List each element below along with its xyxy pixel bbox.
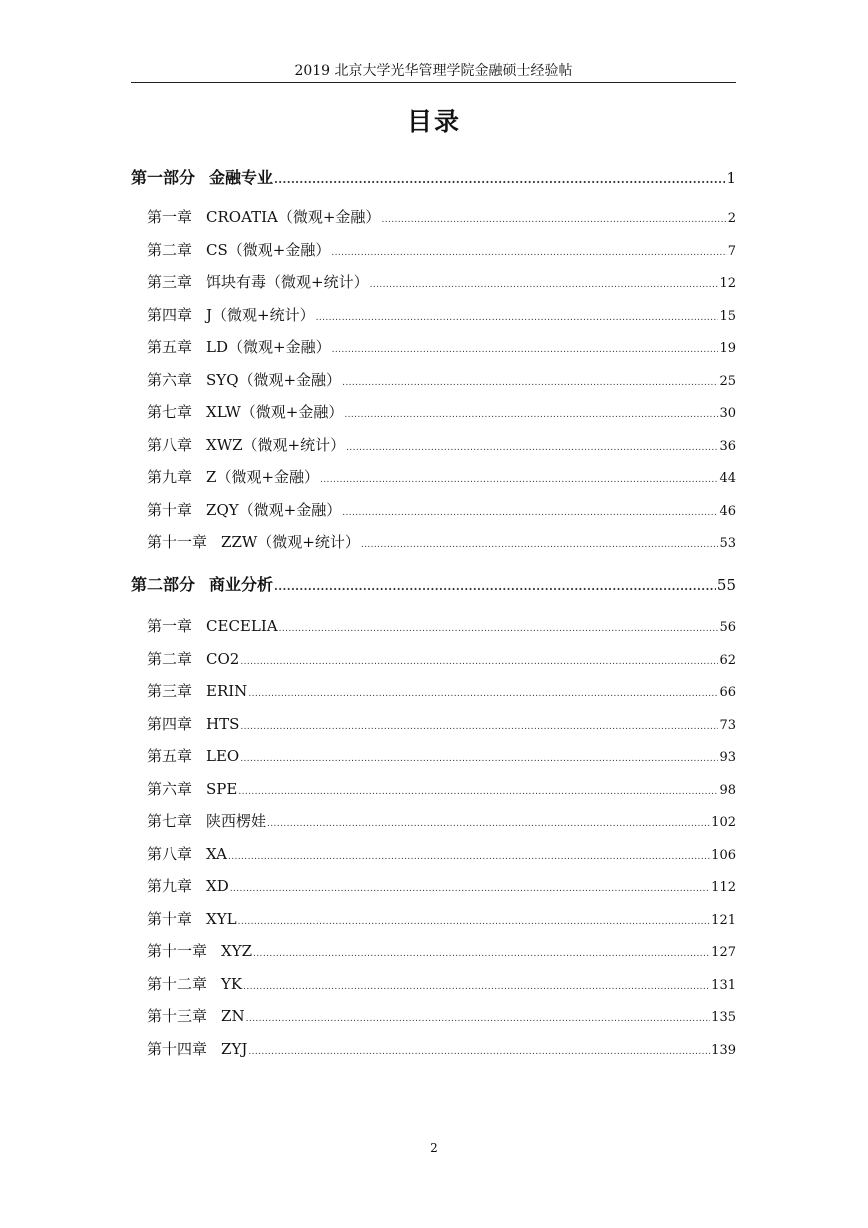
dot-leader xyxy=(279,624,719,634)
dot-leader xyxy=(361,540,719,550)
chapter-label: 第三章 xyxy=(147,682,193,700)
chapter-page-number: 19 xyxy=(719,341,736,356)
chapter-label: 第六章 xyxy=(147,370,193,389)
dot-leader xyxy=(342,508,718,518)
toc-chapter-entry[interactable] xyxy=(147,1005,736,1027)
dot-leader xyxy=(267,819,710,829)
chapter-page-number: 7 xyxy=(727,243,736,259)
chapter-title: XYZ xyxy=(221,942,253,960)
chapter-label: 第八章 xyxy=(147,844,193,863)
toc-chapter-entry[interactable] xyxy=(147,810,736,832)
chapter-title: CS（微观+金融） xyxy=(206,240,331,259)
chapter-label: 第六章 xyxy=(147,779,193,798)
toc-title: 目录 xyxy=(406,107,461,136)
dot-leader xyxy=(253,949,710,959)
toc-chapter-entry[interactable] xyxy=(147,206,736,228)
dot-leader xyxy=(274,173,725,186)
page-number: 2 xyxy=(430,1141,438,1155)
toc-chapter-entry[interactable] xyxy=(147,875,736,897)
chapter-label: 第二章 xyxy=(147,649,193,668)
chapter-title: XA xyxy=(206,844,227,863)
chapter-title: YK xyxy=(221,974,243,993)
part-label: 第一部分 xyxy=(131,168,196,187)
chapter-label: 第十一章 xyxy=(147,942,208,960)
chapter-label: 第三章 xyxy=(147,273,193,291)
toc-chapter-entry[interactable] xyxy=(147,466,736,488)
chapter-label: 第一章 xyxy=(147,617,193,635)
chapter-label: 第十章 xyxy=(147,500,193,519)
chapter-page-number: 56 xyxy=(719,620,736,635)
chapter-page-number: 98 xyxy=(719,782,736,798)
toc-chapter-entry[interactable] xyxy=(147,369,736,391)
toc-chapter-entry[interactable] xyxy=(147,531,736,553)
dot-leader xyxy=(316,313,719,323)
chapter-label: 第十四章 xyxy=(147,1039,208,1058)
toc-chapter-entry[interactable] xyxy=(147,336,736,358)
dot-leader xyxy=(274,580,716,593)
dot-leader xyxy=(248,689,718,699)
part-title: 金融专业 xyxy=(209,168,274,187)
chapter-title: SYQ（微观+金融） xyxy=(206,370,342,389)
chapter-page-number: 36 xyxy=(719,438,736,454)
part-page-number: 55 xyxy=(716,576,736,594)
dot-leader xyxy=(342,378,718,388)
chapter-page-number: 66 xyxy=(719,685,736,700)
chapter-page-number: 53 xyxy=(719,536,736,551)
toc-chapter-entry[interactable] xyxy=(147,648,736,670)
chapter-title: 陕西楞娃 xyxy=(206,812,267,830)
chapter-title: HTS xyxy=(206,714,240,733)
chapter-label: 第四章 xyxy=(147,305,193,324)
chapter-title: J（微观+统计） xyxy=(206,305,315,324)
chapter-title: CECELIA xyxy=(206,617,278,635)
toc-chapter-entry[interactable] xyxy=(147,973,736,995)
chapter-page-number: 73 xyxy=(719,717,736,733)
toc-chapter-entry[interactable] xyxy=(147,434,736,456)
chapter-page-number: 127 xyxy=(711,945,736,960)
toc-chapter-entry[interactable] xyxy=(147,615,736,637)
chapter-page-number: 106 xyxy=(711,847,736,863)
chapter-title: LEO xyxy=(206,747,240,765)
toc-chapter-entry[interactable] xyxy=(147,908,736,930)
chapter-page-number: 12 xyxy=(719,276,736,291)
dot-leader xyxy=(332,345,719,355)
toc-chapter-entry[interactable] xyxy=(147,778,736,800)
dot-leader xyxy=(228,852,710,862)
chapter-label: 第九章 xyxy=(147,877,193,895)
toc-chapter-entry[interactable] xyxy=(147,401,736,423)
chapter-label: 第八章 xyxy=(147,435,193,454)
chapter-title: XWZ（微观+统计） xyxy=(206,435,346,454)
dot-leader xyxy=(240,722,718,732)
header-rule xyxy=(131,82,736,83)
chapter-label: 第四章 xyxy=(147,714,193,733)
chapter-page-number: 46 xyxy=(719,503,736,519)
chapter-page-number: 25 xyxy=(719,373,736,389)
toc-chapter-entry[interactable] xyxy=(147,843,736,865)
chapter-page-number: 121 xyxy=(711,912,736,928)
toc-chapter-entry[interactable] xyxy=(147,680,736,702)
running-header: 2019 北京大学光华管理学院金融硕士经验帖 xyxy=(294,63,573,79)
chapter-title: LD（微观+金融） xyxy=(206,338,331,356)
chapter-label: 第七章 xyxy=(147,403,193,421)
chapter-title: XYL xyxy=(206,909,237,928)
chapter-title: 饵块有毒（微观+统计） xyxy=(206,273,369,291)
dot-leader xyxy=(331,248,726,258)
toc-chapter-entry[interactable] xyxy=(147,940,736,962)
chapter-page-number: 102 xyxy=(711,815,736,830)
toc-chapter-entry[interactable] xyxy=(147,239,736,261)
toc-part-entry[interactable] xyxy=(131,572,736,596)
dot-leader xyxy=(240,754,718,764)
dot-leader xyxy=(243,982,710,992)
chapter-title: ZQY（微观+金融） xyxy=(206,500,342,519)
toc-part-entry[interactable] xyxy=(131,165,736,189)
chapter-label: 第十一章 xyxy=(147,533,208,551)
toc-chapter-entry[interactable] xyxy=(147,745,736,767)
chapter-title: Z（微观+金融） xyxy=(206,468,320,486)
toc-chapter-entry[interactable] xyxy=(147,713,736,735)
chapter-title: ZN xyxy=(221,1007,245,1025)
dot-leader xyxy=(240,657,718,667)
chapter-label: 第七章 xyxy=(147,812,193,830)
toc-chapter-entry[interactable] xyxy=(147,1038,736,1060)
chapter-page-number: 131 xyxy=(711,977,736,993)
chapter-label: 第五章 xyxy=(147,338,193,356)
dot-leader xyxy=(248,1047,710,1057)
part-label: 第二部分 xyxy=(131,575,196,594)
chapter-page-number: 112 xyxy=(711,880,736,895)
dot-leader xyxy=(246,1014,711,1024)
chapter-label: 第五章 xyxy=(147,747,193,765)
chapter-title: XD xyxy=(206,877,229,895)
chapter-title: XLW（微观+金融） xyxy=(206,403,344,421)
dot-leader xyxy=(238,787,718,797)
dot-leader xyxy=(230,884,710,894)
chapter-label: 第十三章 xyxy=(147,1007,208,1025)
toc-chapter-entry[interactable] xyxy=(147,304,736,326)
chapter-title: CROATIA（微观+金融） xyxy=(206,208,381,226)
dot-leader xyxy=(346,443,718,453)
chapter-page-number: 2 xyxy=(727,211,736,226)
part-page-number: 1 xyxy=(726,169,736,187)
chapter-title: CO2 xyxy=(206,649,240,668)
toc-chapter-entry[interactable] xyxy=(147,499,736,521)
dot-leader xyxy=(370,280,719,290)
dot-leader xyxy=(238,917,711,927)
chapter-title: ZYJ xyxy=(221,1039,248,1058)
chapter-page-number: 139 xyxy=(711,1042,736,1058)
chapter-page-number: 15 xyxy=(719,308,736,324)
dot-leader xyxy=(344,410,718,420)
chapter-page-number: 30 xyxy=(719,406,736,421)
chapter-title: ZZW（微观+统计） xyxy=(221,533,360,551)
chapter-page-number: 93 xyxy=(719,750,736,765)
dot-leader xyxy=(381,215,726,225)
toc-chapter-entry[interactable] xyxy=(147,271,736,293)
chapter-label: 第二章 xyxy=(147,240,193,259)
part-title: 商业分析 xyxy=(209,575,274,594)
chapter-label: 第十二章 xyxy=(147,974,208,993)
chapter-page-number: 62 xyxy=(719,652,736,668)
dot-leader xyxy=(320,475,718,485)
chapter-page-number: 135 xyxy=(711,1010,736,1025)
chapter-title: ERIN xyxy=(206,682,248,700)
chapter-label: 第十章 xyxy=(147,909,193,928)
chapter-title: SPE xyxy=(206,779,238,798)
chapter-label: 第九章 xyxy=(147,468,193,486)
chapter-label: 第一章 xyxy=(147,208,193,226)
chapter-page-number: 44 xyxy=(719,471,736,486)
